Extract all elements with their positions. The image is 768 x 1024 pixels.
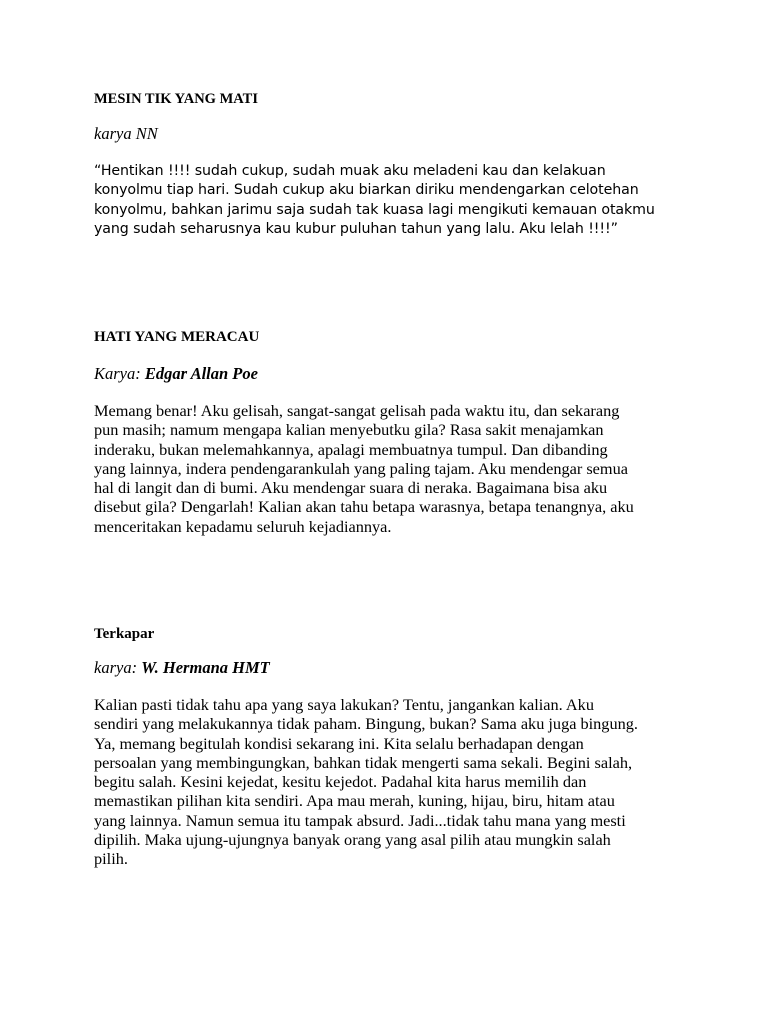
body-line: pilih. bbox=[94, 849, 128, 869]
author-name: W. Hermana HMT bbox=[141, 658, 270, 677]
body-line: yang lainnya. Namun semua itu tampak absurd. Jadi...tidak tahu mana yang mesti bbox=[94, 810, 626, 830]
body-line: begitu salah. Kesini kejedat, kesitu kejedot. Padahal kita harus memilih dan bbox=[94, 772, 587, 792]
body-line: Memang benar! Aku gelisah, sangat-sangat gelisah pada waktu itu, dan sekarang bbox=[94, 401, 620, 420]
body-line: Kalian pasti tidak tahu apa yang saya lakukan? Tentu, jangankan kalian. Aku bbox=[94, 695, 594, 714]
story-title: HATI YANG MERACAU bbox=[94, 329, 260, 345]
author-name: Edgar Allan Poe bbox=[144, 364, 258, 383]
body-line: memastikan pilihan kita sendiri. Apa mau merah, kuning, hijau, biru, hitam atau bbox=[94, 791, 615, 811]
body-line: yang lainnya, indera pendengarankulah yang paling tajam. Aku mendengar semua bbox=[94, 458, 628, 478]
body-line: dipilih. Maka ujung-ujungnya banyak orang yang asal pilih atau mungkin salah bbox=[94, 830, 611, 850]
body-line: konyolmu tiap hari. Sudah cukup aku biarkan diriku mendengarkan celotehan bbox=[94, 182, 639, 199]
author-prefix: Karya: bbox=[94, 364, 145, 383]
body-line: hal di langit dan di bumi. Aku mendengar suara di neraka. Bagaimana bisa aku bbox=[94, 478, 608, 498]
story-body bbox=[94, 695, 714, 869]
story-author bbox=[94, 124, 158, 144]
body-line: “Hentikan !!!! sudah cukup, sudah muak aku meladeni kau dan kelakuan bbox=[94, 163, 606, 179]
body-line: konyolmu, bahkan jarimu saja sudah tak kuasa lagi mengikuti kemauan otakmu bbox=[94, 201, 655, 218]
author-prefix: karya: bbox=[94, 658, 142, 677]
story-title: MESIN TIK YANG MATI bbox=[94, 91, 258, 107]
story-body bbox=[94, 401, 714, 536]
story-author bbox=[94, 364, 258, 384]
body-line: inderaku, bukan melemahkannya, apalagi membuatnya tumpul. Dan dibanding bbox=[94, 439, 608, 459]
body-line: pun masih; namum mengapa kalian menyebutku gila? Rasa sakit menajamkan bbox=[94, 420, 604, 440]
body-line: Ya, memang begitulah kondisi sekarang ini. Kita selalu berhadapan dengan bbox=[94, 733, 584, 753]
story-author bbox=[94, 658, 270, 678]
body-line: menceritakan kepadamu seluruh kejadiannya. bbox=[94, 516, 392, 536]
body-line: disebut gila? Dengarlah! Kalian akan tahu betapa warasnya, betapa tenangnya, aku bbox=[94, 497, 634, 517]
story-body bbox=[94, 162, 714, 239]
story-title: Terkapar bbox=[94, 626, 155, 642]
body-line: persoalan yang membingungkan, bahkan tidak mengerti sama sekali. Begini salah, bbox=[94, 752, 633, 772]
body-line: sendiri yang melakukannya tidak paham. Bingung, bukan? Sama aku juga bingung. bbox=[94, 714, 638, 734]
body-line: yang sudah seharusnya kau kubur puluhan tahun yang lalu. Aku lelah !!!!” bbox=[94, 220, 618, 237]
author-prefix: karya NN bbox=[94, 124, 158, 143]
